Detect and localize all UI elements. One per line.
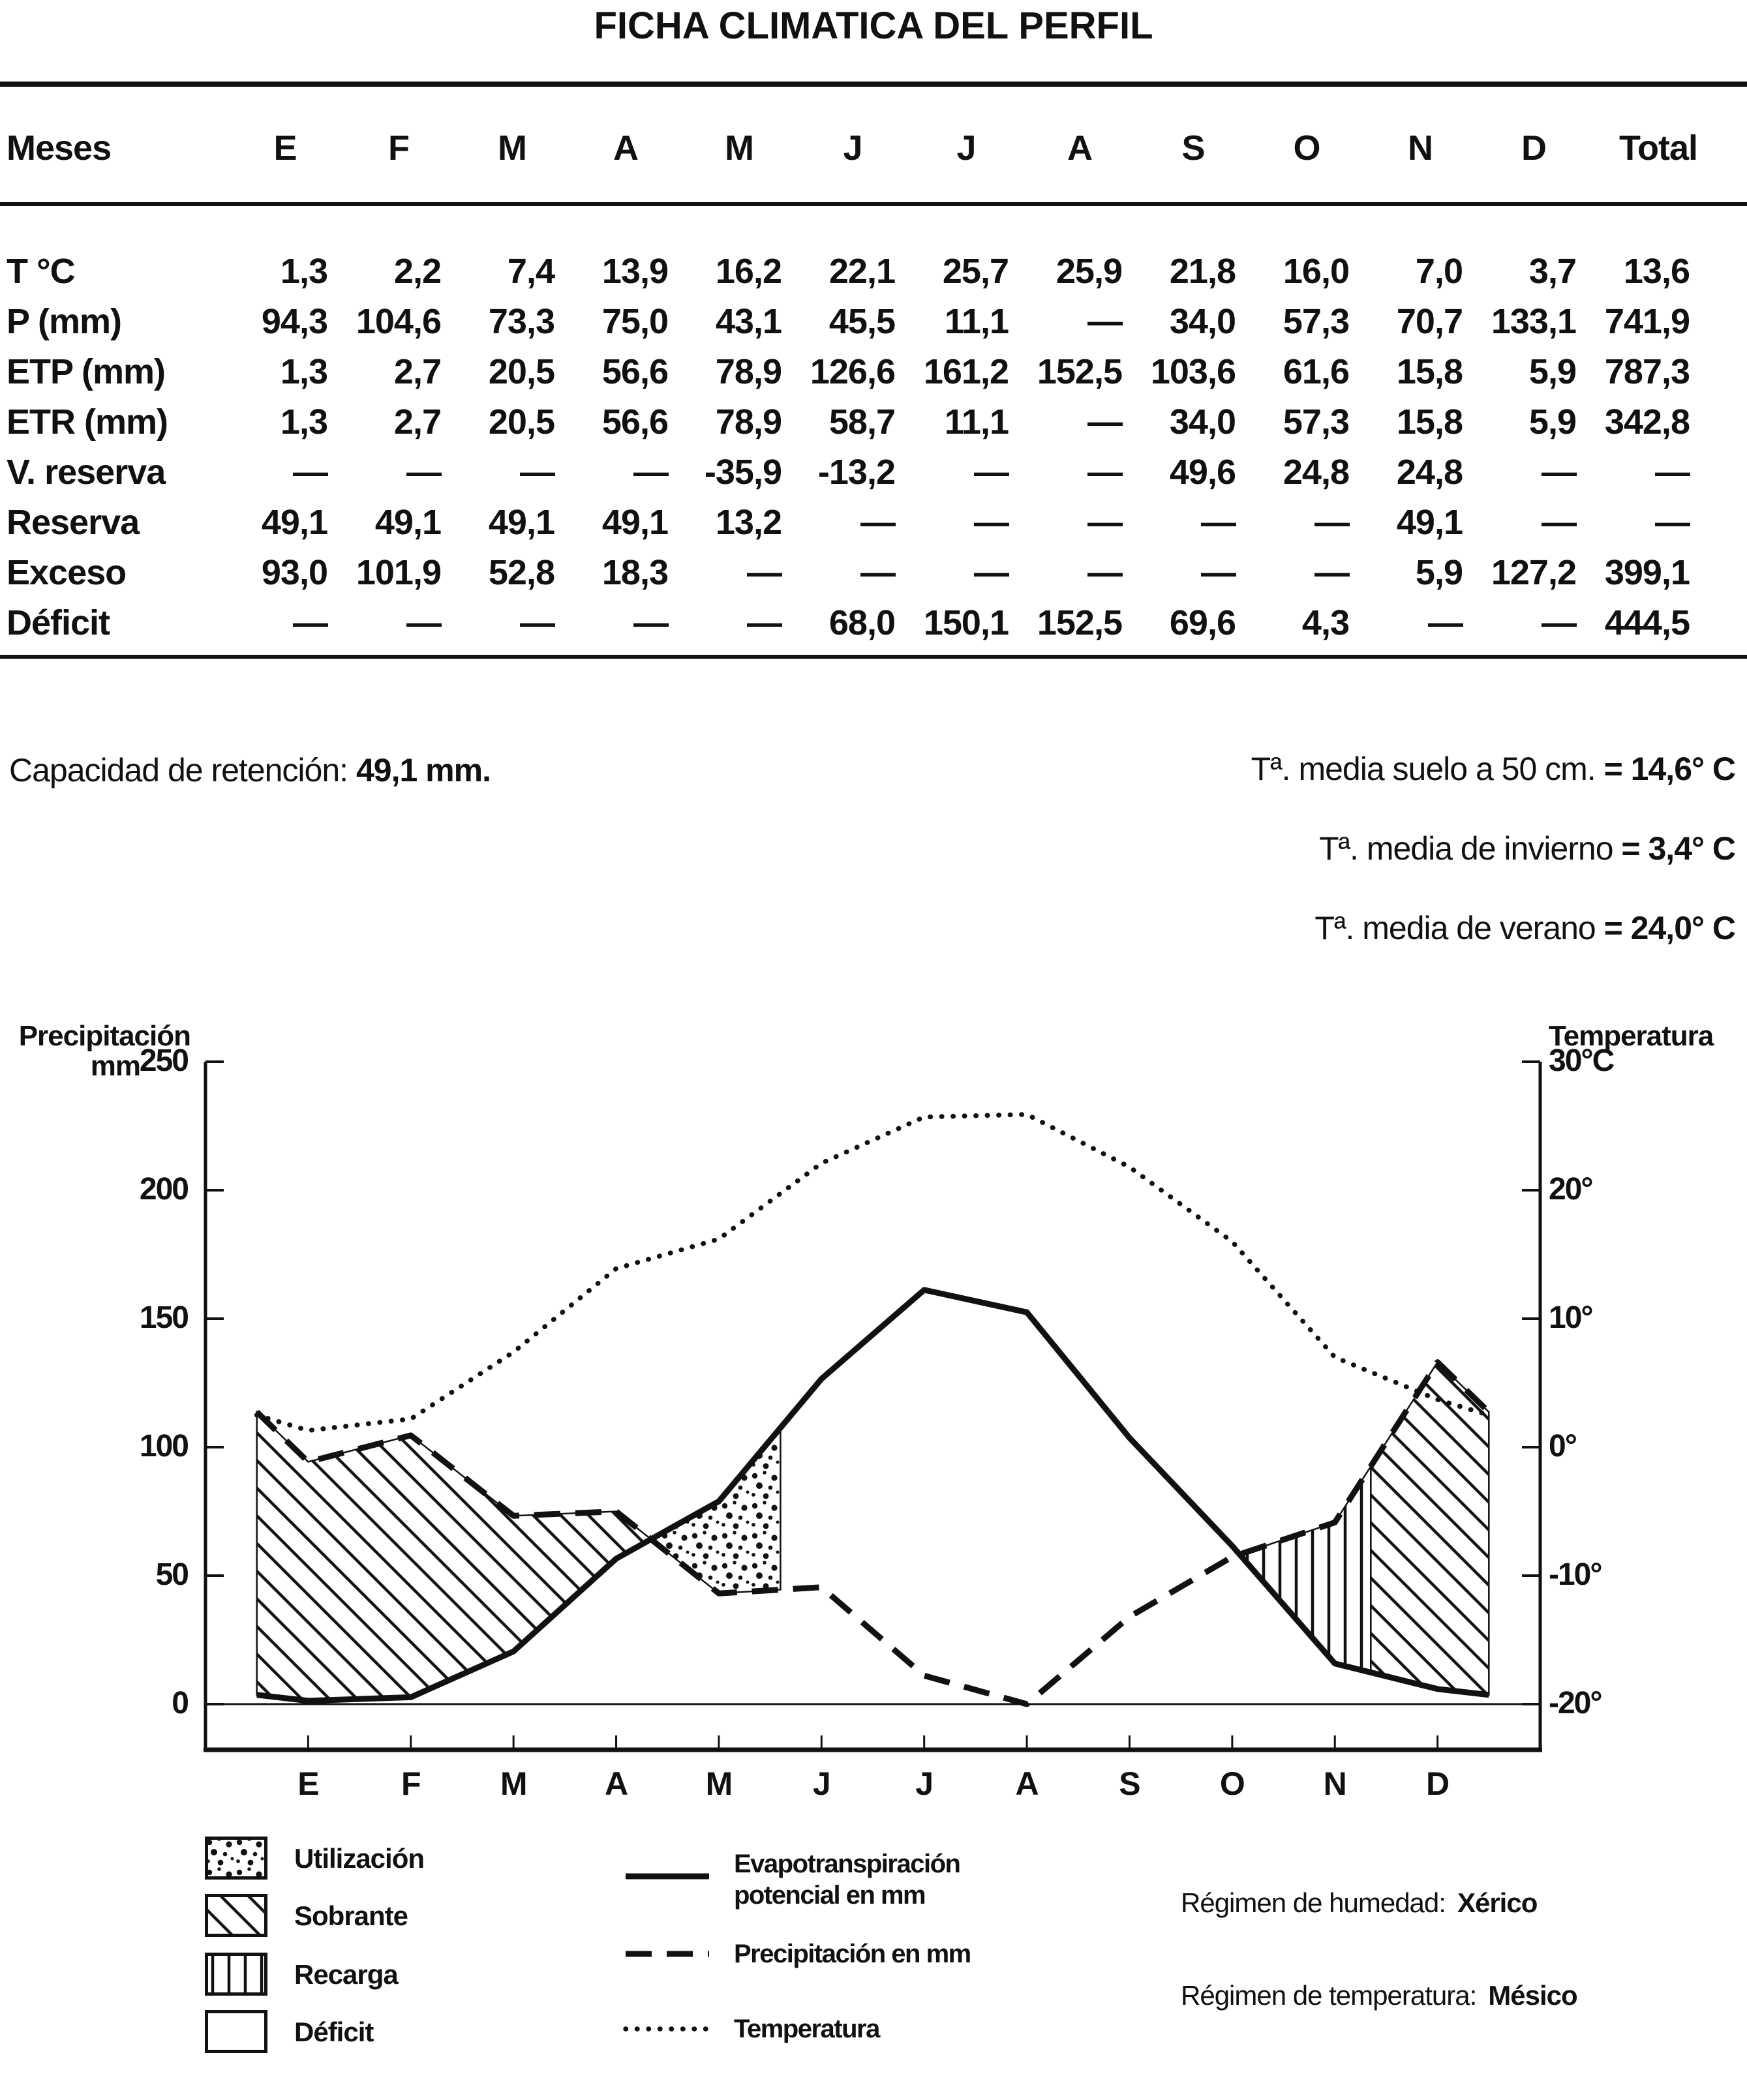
table-cell: 1,3 [280, 402, 327, 442]
column-header-month-3: M [498, 128, 526, 168]
table-cell: 127,2 [1491, 553, 1576, 592]
table-cell: 15,8 [1396, 352, 1463, 391]
table-cell: 103,6 [1150, 352, 1236, 391]
humidity-regime [1181, 1887, 1537, 1919]
note-label: Tª. media de invierno [1319, 830, 1622, 867]
table-cell: 18,3 [601, 553, 668, 592]
table-cell: 133,1 [1491, 302, 1576, 341]
table-cell: 94,3 [261, 302, 327, 341]
table-cell: 3,7 [1528, 252, 1576, 291]
table-cell: 15,8 [1396, 402, 1463, 442]
table-cell: — [1542, 503, 1576, 542]
column-header-total: Total [1619, 128, 1697, 168]
table-cell: 21,8 [1169, 252, 1236, 291]
table-cell: 93,0 [261, 553, 327, 592]
table-cell: 49,6 [1169, 453, 1236, 492]
table-cell: 43,1 [715, 302, 782, 341]
note-label: Tª. media de verano [1314, 910, 1604, 946]
series-temp-line [257, 1115, 1489, 1431]
column-header-month-2: F [388, 128, 409, 168]
column-header-month-12: D [1521, 128, 1546, 168]
table-cell: 69,6 [1169, 603, 1236, 642]
row-label: Déficit [7, 603, 110, 642]
column-header-meses: Meses [7, 128, 112, 168]
table-cell-total: 13,6 [1623, 252, 1690, 291]
table-cell: 25,9 [1056, 252, 1122, 291]
table-cell: — [747, 603, 782, 642]
y-left-tick-label: 250 [139, 1043, 188, 1078]
humidity-regime-label: Régimen de humedad: [1181, 1887, 1446, 1918]
table-cell: — [974, 553, 1009, 592]
table-cell: 152,5 [1037, 603, 1122, 642]
table-cell-total: — [1655, 453, 1690, 492]
table-cell: 13,9 [601, 252, 668, 291]
month-label: J [915, 1765, 934, 1802]
y-right-tick-label: 20° [1549, 1172, 1592, 1207]
table-cell: 52,8 [488, 553, 554, 592]
table-cell: 61,6 [1283, 352, 1349, 391]
table-cell: — [1542, 603, 1576, 642]
table-cell: — [1542, 453, 1576, 492]
row-label: Reserva [7, 503, 140, 542]
table-cell: 7,4 [507, 252, 554, 291]
table-cell: — [1087, 402, 1122, 442]
column-header-month-1: E [273, 128, 297, 168]
month-label: O [1219, 1765, 1245, 1802]
table-cell: — [747, 553, 782, 592]
table-cell: — [293, 603, 327, 642]
row-label: V. reserva [7, 453, 166, 492]
table-cell: 73,3 [488, 302, 554, 341]
table-cell: — [974, 503, 1009, 542]
table-cell: 11,1 [944, 402, 1009, 442]
legend-area-label: Utilización [294, 1843, 425, 1874]
legend-line-label: Temperatura [734, 2015, 879, 2043]
table-cell: 11,1 [944, 302, 1009, 341]
temperature-regime [1181, 1980, 1577, 2011]
table-cell: — [1087, 302, 1122, 341]
column-header-month-7: J [956, 128, 976, 168]
table-cell: — [1201, 503, 1236, 542]
legend-swatch-rect [205, 2010, 267, 2053]
y-right-tick-label: 0° [1549, 1429, 1576, 1463]
row-label: Exceso [7, 553, 127, 592]
table-cell: 75,0 [601, 302, 668, 341]
table-cell: 101,9 [356, 553, 441, 592]
table-cell: — [974, 453, 1009, 492]
legend-line-label: Precipitación en mm [734, 1940, 971, 1968]
legend-swatch-rect [205, 1894, 267, 1937]
table-cell: 4,3 [1301, 603, 1349, 642]
table-cell-total: — [1655, 503, 1690, 542]
month-label: N [1323, 1765, 1346, 1802]
column-header-month-10: O [1293, 128, 1320, 168]
note-value: = 14,6° C [1603, 751, 1735, 787]
column-header-month-5: M [725, 128, 753, 168]
legend-area-label: Recarga [294, 1959, 398, 1990]
table-cell: 56,6 [601, 352, 668, 391]
table-cell: 49,1 [488, 503, 554, 542]
table-cell: 161,2 [923, 352, 1009, 391]
month-label: A [1015, 1765, 1039, 1802]
table-cell: 49,1 [601, 503, 668, 542]
table-cell: 13,2 [715, 503, 782, 542]
table-cell: — [1087, 503, 1122, 542]
table-cell: 24,8 [1396, 453, 1463, 492]
month-label: F [401, 1765, 421, 1802]
month-label: A [604, 1765, 628, 1802]
table-cell: 1,3 [280, 352, 327, 391]
legend-line-label: potencial en mm [734, 1881, 926, 1910]
humidity-regime-value: Xérico [1457, 1887, 1538, 1918]
month-label: M [705, 1765, 733, 1802]
table-cell: — [1428, 603, 1463, 642]
row-label: T °C [7, 252, 75, 291]
note-label: Tª. media suelo a 50 cm. [1251, 751, 1604, 787]
table-cell: 45,5 [828, 302, 895, 341]
table-cell: — [1087, 553, 1122, 592]
table-cell: 22,1 [828, 252, 895, 291]
table-cell: 34,0 [1169, 302, 1236, 341]
note-value: = 3,4° C [1621, 830, 1735, 867]
table-cell-total: 741,9 [1604, 302, 1690, 341]
temperature-regime-value: Mésico [1488, 1980, 1577, 2011]
y-right-axis-title: Temperatura [1549, 1020, 1714, 1052]
table-cell: — [860, 553, 895, 592]
legend-swatch-none [205, 2010, 267, 2053]
column-header-month-9: S [1181, 128, 1205, 168]
region-sobrante [257, 1412, 651, 1701]
row-label: ETP (mm) [7, 352, 166, 391]
table-cell: 78,9 [715, 352, 782, 391]
legend-swatch-rect [205, 1953, 267, 1996]
table-cell: — [520, 453, 554, 492]
table-cell: 150,1 [923, 603, 1009, 642]
table-cell: — [520, 603, 554, 642]
legend-swatch-vert [205, 1953, 267, 1996]
table-cell: — [1087, 453, 1122, 492]
legend-area-label: Déficit [294, 2017, 374, 2047]
month-label: M [500, 1765, 527, 1802]
table-cell: — [406, 603, 441, 642]
legend-line-label: Evapotranspiración [734, 1850, 960, 1878]
month-label: S [1119, 1765, 1140, 1802]
month-label: E [297, 1765, 319, 1802]
legend-swatch-rect [205, 1837, 267, 1880]
table-cell: 2,2 [393, 252, 441, 291]
table-cell: 24,8 [1283, 453, 1349, 492]
temperature-regime-label: Régimen de temperatura: [1181, 1980, 1477, 2011]
table-cell: 56,6 [601, 402, 668, 442]
table-cell: 57,3 [1283, 402, 1349, 442]
note-value: = 24,0° C [1603, 910, 1735, 946]
column-header-month-11: N [1408, 128, 1433, 168]
legend-area-label: Sobrante [294, 1900, 408, 1931]
table-cell: — [860, 503, 895, 542]
y-left-tick-label: 0 [172, 1686, 188, 1720]
row-label: ETR (mm) [7, 402, 168, 442]
table-cell: -13,2 [817, 453, 895, 492]
table-cell: 2,7 [393, 402, 441, 442]
y-left-tick-label: 150 [139, 1300, 188, 1335]
table-cell: -35,9 [704, 453, 782, 492]
table-cell: 20,5 [488, 352, 554, 391]
table-cell: — [406, 453, 441, 492]
y-left-tick-label: 200 [139, 1172, 188, 1207]
table-cell-total: 342,8 [1604, 402, 1690, 442]
table-cell: 49,1 [261, 503, 327, 542]
table-cell: 78,9 [715, 402, 782, 442]
legend-swatch-dots [205, 1837, 267, 1880]
table-cell: 70,7 [1396, 302, 1463, 341]
table-cell-total: 787,3 [1604, 352, 1690, 391]
table-cell: 49,1 [1396, 503, 1463, 542]
y-left-tick-label: 100 [139, 1429, 188, 1463]
table-cell: 5,9 [1415, 553, 1463, 592]
month-label: D [1426, 1765, 1450, 1802]
table-cell: 5,9 [1528, 352, 1576, 391]
y-right-tick-label: 10° [1549, 1300, 1592, 1335]
retention-capacity-value: 49,1 mm. [356, 752, 491, 788]
table-cell: 16,0 [1283, 252, 1349, 291]
retention-capacity-label: Capacidad de retención: [9, 752, 348, 788]
row-label: P (mm) [7, 302, 122, 341]
y-right-tick-label: -10° [1549, 1557, 1602, 1592]
y-right-tick-label: 30°C [1549, 1043, 1614, 1078]
table-cell: — [633, 453, 668, 492]
table-cell: 7,0 [1415, 252, 1463, 291]
page-title: FICHA CLIMATICA DEL PERFIL [594, 5, 1153, 47]
table-cell: 126,6 [810, 352, 895, 391]
column-header-month-4: A [613, 128, 638, 168]
y-left-axis-title: Precipitación [18, 1020, 190, 1052]
table-cell: 57,3 [1283, 302, 1349, 341]
column-header-month-8: A [1067, 128, 1092, 168]
table-cell: 104,6 [356, 302, 441, 341]
table-cell: — [1314, 503, 1349, 542]
table-cell: — [293, 453, 327, 492]
y-left-tick-label: 50 [155, 1557, 188, 1592]
table-cell: 58,7 [828, 402, 895, 442]
table-cell: — [1201, 553, 1236, 592]
y-right-tick-label: -20° [1549, 1686, 1602, 1720]
table-cell: 16,2 [715, 252, 782, 291]
table-cell-total: 399,1 [1604, 553, 1690, 592]
table-cell: 68,0 [828, 603, 895, 642]
table-cell: 5,9 [1528, 402, 1576, 442]
table-cell: 1,3 [280, 252, 327, 291]
table-cell: 20,5 [488, 402, 554, 442]
table-cell: 49,1 [374, 503, 441, 542]
month-label: J [812, 1765, 830, 1802]
table-cell: — [633, 603, 668, 642]
y-left-axis-unit: mm [90, 1050, 140, 1082]
legend-swatch-diag [205, 1894, 267, 1937]
table-cell: 34,0 [1169, 402, 1236, 442]
table-cell: 152,5 [1037, 352, 1122, 391]
column-header-month-6: J [843, 128, 862, 168]
table-cell-total: 444,5 [1604, 603, 1690, 642]
table-cell: 25,7 [942, 252, 1009, 291]
table-cell: 2,7 [393, 352, 441, 391]
table-cell: — [1314, 553, 1349, 592]
